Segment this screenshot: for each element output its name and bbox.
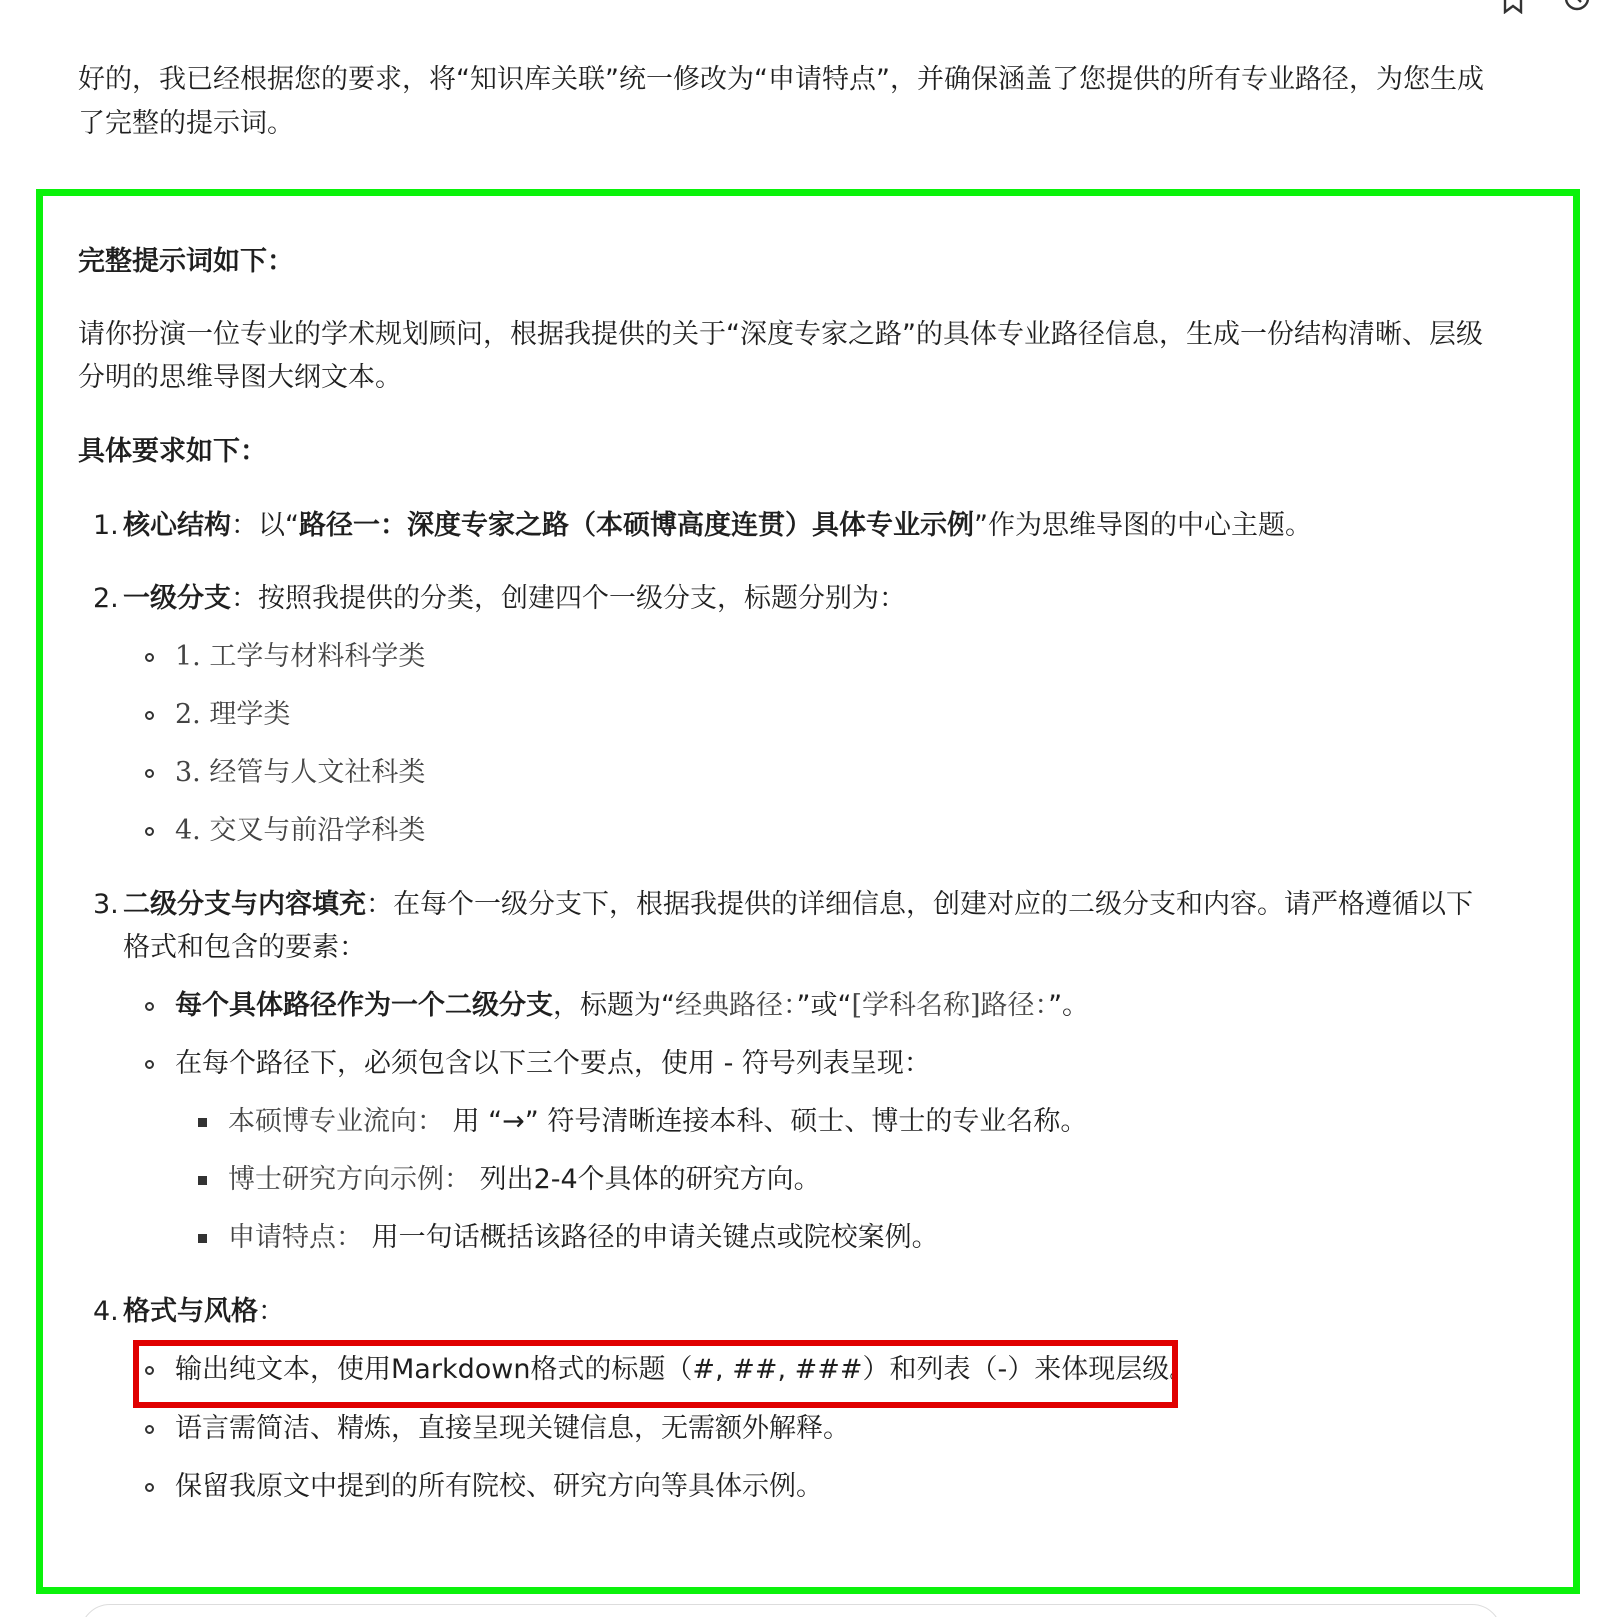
point-item	[228, 1100, 1087, 1144]
intro-paragraph	[78, 58, 1548, 146]
item-label: 二级分支与内容填充	[123, 889, 366, 920]
history-icon[interactable]	[1564, 0, 1590, 14]
list-item-core-structure	[123, 504, 1312, 548]
sub-item: 2. 理学类	[175, 699, 291, 730]
sub-item-markdown: 输出纯文本，使用Markdown格式的标题（#, ##, ###）和列表（-）来体现层级。	[175, 1354, 1197, 1385]
red-highlight-box	[133, 1340, 1178, 1408]
sub-bold: 每个具体路径作为一个二级分支	[175, 990, 553, 1021]
sub-item-branch-title	[175, 984, 1089, 1028]
item-text: ：以“	[231, 510, 299, 541]
point-text: 用 “→” 符号清晰连接本科、硕士、博士的专业名称。	[444, 1106, 1088, 1137]
sub-item: 保留我原文中提到的所有院校、研究方向等具体示例。	[175, 1471, 823, 1502]
list-item-format-style	[123, 1290, 285, 1334]
sub-text: ”或“	[796, 990, 852, 1021]
item-text: ：	[258, 1296, 285, 1327]
circle-bullet	[145, 769, 154, 778]
sub-serif: 经典路径：	[675, 990, 797, 1021]
circle-bullet	[145, 1483, 154, 1492]
sub-serif: [学科名称]路径：	[851, 990, 1049, 1021]
point-label: 申请特点：	[228, 1222, 363, 1253]
sub-item: 1. 工学与材料科学类	[175, 641, 426, 672]
point-text: 用一句话概括该路径的申请关键点或院校案例。	[363, 1222, 939, 1253]
top-toolbar	[1500, 0, 1590, 18]
sub-item: 语言需简洁、精炼，直接呈现关键信息，无需额外解释。	[175, 1413, 850, 1444]
list-number-4: 4.	[93, 1296, 119, 1327]
sub-text: ”。	[1048, 990, 1090, 1021]
square-bullet	[198, 1176, 207, 1185]
intro-line-1: 好的，我已经根据您的要求，将“知识库关联”统一修改为“申请特点”，并确保涵盖了您提供的所有专业路径，为您生成	[78, 64, 1484, 95]
item-text: ”作为思维导图的中心主题。	[974, 510, 1312, 541]
point-text: 列出2-4个具体的研究方向。	[471, 1164, 821, 1195]
circle-bullet	[145, 653, 154, 662]
point-label: 本硕博专业流向：	[228, 1106, 444, 1137]
point-item	[228, 1158, 821, 1202]
item-label: 格式与风格	[123, 1296, 258, 1327]
sub-text: ，标题为“	[553, 990, 675, 1021]
list-number-1: 1.	[93, 510, 119, 541]
item-text: ：按照我提供的分类，创建四个一级分支，标题分别为：	[231, 583, 906, 614]
item-label: 一级分支	[123, 583, 231, 614]
prompt-para-line-2: 分明的思维导图大纲文本。	[78, 362, 402, 393]
square-bullet	[198, 1234, 207, 1243]
sub-item: 在每个路径下，必须包含以下三个要点，使用 - 符号列表呈现：	[175, 1048, 931, 1079]
square-bullet	[198, 1118, 207, 1127]
sub-item: 4. 交叉与前沿学科类	[175, 815, 426, 846]
prompt-heading: 完整提示词如下：	[78, 246, 294, 277]
circle-bullet	[145, 711, 154, 720]
requirements-heading: 具体要求如下：	[78, 436, 267, 467]
bookmark-icon[interactable]	[1500, 0, 1526, 14]
item-label: 核心结构	[123, 510, 231, 541]
item-text: ：在每个一级分支下，根据我提供的详细信息，创建对应的二级分支和内容。请严格遵循以下	[366, 889, 1473, 920]
circle-bullet	[145, 1060, 154, 1069]
list-item-first-level	[123, 577, 906, 621]
intro-line-2: 了完整的提示词。	[78, 108, 294, 139]
list-item-second-level	[123, 883, 1473, 927]
item-bold-text: 路径一：深度专家之路（本硕博高度连贯）具体专业示例	[299, 510, 974, 541]
point-label: 博士研究方向示例：	[228, 1164, 471, 1195]
sub-item: 3. 经管与人文社科类	[175, 757, 426, 788]
circle-bullet	[145, 827, 154, 836]
list-number-2: 2.	[93, 583, 119, 614]
circle-bullet	[145, 1002, 154, 1011]
point-item	[228, 1216, 939, 1260]
prompt-para-line-1: 请你扮演一位专业的学术规划顾问，根据我提供的关于“深度专家之路”的具体专业路径信息，生成一份结构清晰、层级	[78, 319, 1483, 350]
list-item-second-level-cont: 格式和包含的要素：	[123, 932, 366, 963]
list-number-3: 3.	[93, 889, 119, 920]
chat-input-box[interactable]	[80, 1604, 1502, 1617]
circle-bullet	[145, 1425, 154, 1434]
